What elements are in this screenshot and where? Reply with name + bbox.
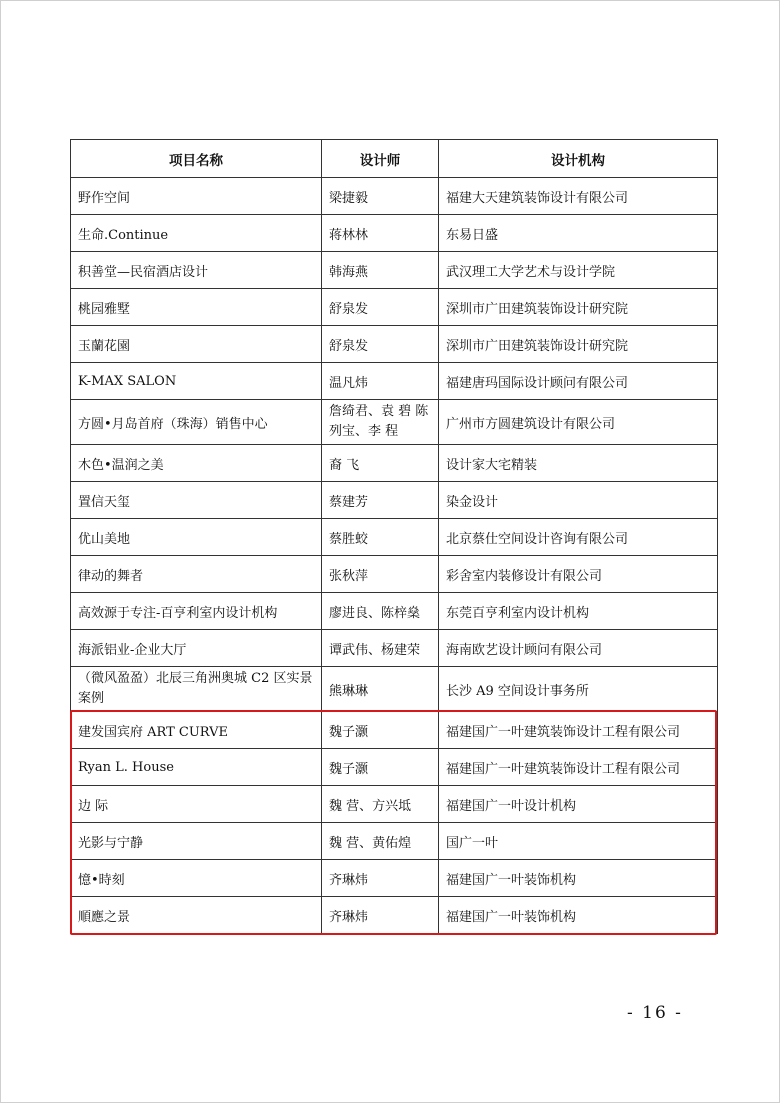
cell-design-agency: 福建国广一叶装饰机构 — [439, 897, 718, 934]
cell-design-agency: 东莞百亨利室内设计机构 — [439, 593, 718, 630]
cell-designer: 蒋林林 — [322, 215, 439, 252]
table-row — [71, 363, 718, 400]
cell-design-agency: 国广一叶 — [439, 823, 718, 860]
cell-project-name: 玉蘭花園 — [71, 326, 322, 363]
cell-designer: 齐琳炜 — [322, 860, 439, 897]
cell-designer: 詹绮君、袁 碧 陈列宝、李 程 — [322, 400, 439, 445]
table-row — [71, 252, 718, 289]
cell-designer: 温凡炜 — [322, 363, 439, 400]
header-design-agency: 设计机构 — [439, 140, 718, 178]
cell-designer: 舒泉发 — [322, 326, 439, 363]
cell-designer: 谭武伟、杨建荣 — [322, 630, 439, 667]
cell-project-name: 桃园雅墅 — [71, 289, 322, 326]
table-row — [71, 860, 718, 897]
cell-design-agency: 广州市方圆建筑设计有限公司 — [439, 400, 718, 445]
cell-project-name: K-MAX SALON — [71, 363, 322, 400]
cell-designer: 裔 飞 — [322, 445, 439, 482]
table-row — [71, 786, 718, 823]
cell-project-name: Ryan L. House — [71, 749, 322, 786]
cell-designer: 魏子灏 — [322, 712, 439, 749]
cell-project-name: 置信天玺 — [71, 482, 322, 519]
table-row — [71, 593, 718, 630]
cell-design-agency: 武汉理工大学艺术与设计学院 — [439, 252, 718, 289]
cell-project-name: 方圆•月岛首府（珠海）销售中心 — [71, 400, 322, 445]
cell-project-name: 建发国宾府 ART CURVE — [71, 712, 322, 749]
cell-designer: 舒泉发 — [322, 289, 439, 326]
table-row — [71, 519, 718, 556]
cell-design-agency: 福建国广一叶建筑装饰设计工程有限公司 — [439, 749, 718, 786]
cell-designer: 齐琳炜 — [322, 897, 439, 934]
header-project-name: 项目名称 — [71, 140, 322, 178]
cell-design-agency: 福建国广一叶建筑装饰设计工程有限公司 — [439, 712, 718, 749]
cell-designer: 魏 营、方兴坻 — [322, 786, 439, 823]
cell-design-agency: 长沙 A9 空间设计事务所 — [439, 667, 718, 712]
table-row — [71, 289, 718, 326]
cell-design-agency: 福建唐玛国际设计顾问有限公司 — [439, 363, 718, 400]
table-row — [71, 400, 718, 445]
table-row — [71, 482, 718, 519]
cell-design-agency: 福建大天建筑装饰设计有限公司 — [439, 178, 718, 215]
cell-designer: 熊琳琳 — [322, 667, 439, 712]
cell-project-name: 野作空间 — [71, 178, 322, 215]
cell-project-name: 优山美地 — [71, 519, 322, 556]
cell-project-name: 边 际 — [71, 786, 322, 823]
table-row — [71, 178, 718, 215]
cell-designer: 魏 营、黄佑煌 — [322, 823, 439, 860]
cell-designer: 韩海燕 — [322, 252, 439, 289]
table-row — [71, 326, 718, 363]
table-row — [71, 667, 718, 712]
table-row — [71, 823, 718, 860]
cell-project-name: 憶•時刻 — [71, 860, 322, 897]
cell-project-name: 海派铝业-企业大厅 — [71, 630, 322, 667]
cell-designer: 张秋萍 — [322, 556, 439, 593]
cell-design-agency: 北京蔡仕空间设计咨询有限公司 — [439, 519, 718, 556]
cell-designer: 蔡胜蛟 — [322, 519, 439, 556]
table-row — [71, 749, 718, 786]
table-row — [71, 630, 718, 667]
cell-project-name: 积善堂—民宿酒店设计 — [71, 252, 322, 289]
cell-design-agency: 海南欧艺设计顾问有限公司 — [439, 630, 718, 667]
cell-design-agency: 东易日盛 — [439, 215, 718, 252]
cell-project-name: （微风盈盈）北辰三角洲奥城 C2 区实景案例 — [71, 667, 322, 712]
table-row — [71, 215, 718, 252]
header-designer: 设计师 — [322, 140, 439, 178]
cell-design-agency: 福建国广一叶设计机构 — [439, 786, 718, 823]
cell-design-agency: 染金设计 — [439, 482, 718, 519]
table-row — [71, 556, 718, 593]
table-row — [71, 712, 718, 749]
cell-designer: 魏子灏 — [322, 749, 439, 786]
cell-project-name: 生命.Continue — [71, 215, 322, 252]
page-number: - 16 - — [627, 1003, 683, 1023]
cell-designer: 蔡建芳 — [322, 482, 439, 519]
table-row — [71, 897, 718, 934]
cell-designer: 廖进良、陈梓燊 — [322, 593, 439, 630]
cell-designer: 梁捷毅 — [322, 178, 439, 215]
cell-design-agency: 深圳市广田建筑装饰设计研究院 — [439, 289, 718, 326]
cell-project-name: 律动的舞者 — [71, 556, 322, 593]
table-row — [71, 445, 718, 482]
cell-design-agency: 设计家大宅精装 — [439, 445, 718, 482]
cell-project-name: 木色•温润之美 — [71, 445, 322, 482]
cell-design-agency: 彩舍室内装修设计有限公司 — [439, 556, 718, 593]
cell-project-name: 光影与宁静 — [71, 823, 322, 860]
project-table — [70, 139, 718, 934]
cell-design-agency: 深圳市广田建筑装饰设计研究院 — [439, 326, 718, 363]
table-header-row — [71, 140, 718, 178]
cell-project-name: 順應之景 — [71, 897, 322, 934]
cell-design-agency: 福建国广一叶装饰机构 — [439, 860, 718, 897]
cell-project-name: 高效源于专注-百亨利室内设计机构 — [71, 593, 322, 630]
